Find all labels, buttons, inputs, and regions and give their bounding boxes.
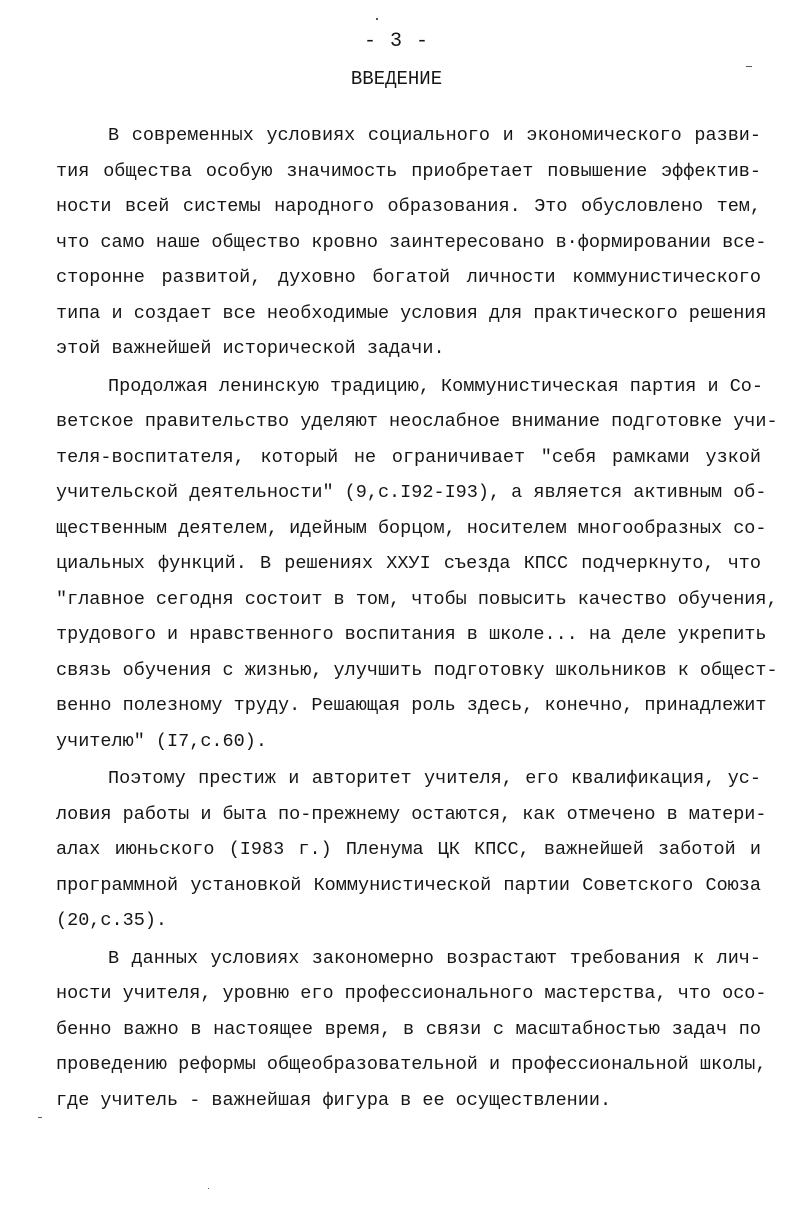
text-line: проведению реформы общеобразовательной и профессиональной школы,: [56, 1054, 767, 1075]
text-line: типа и создает все необходимые условия для практического решения: [56, 302, 767, 324]
text-line: бенно важно в настоящее время, в связи с масштабностью задач по: [56, 1018, 761, 1040]
paragraph-2: [56, 369, 778, 760]
scan-speck: [376, 18, 378, 20]
body-text: [56, 118, 778, 1118]
text-line: циальных функций. В решениях XXУI съезда КПСС подчеркнуто, что: [56, 553, 761, 574]
text-line: трудового и нравственного воспитания в школе... на деле укрепить: [56, 624, 767, 645]
text-line: ловия работы и быта по-прежнему остаются, как отмечено в матери-: [56, 803, 767, 825]
page-number: - 3 -: [363, 30, 429, 53]
scan-speck: [208, 1188, 209, 1189]
text-line: щественным деятелем, идейным борцом, носителем многообразных со-: [56, 517, 767, 539]
text-line: В современных условиях социального и экономического разви-: [108, 125, 761, 146]
text-line: программной установкой Коммунистической партии Советского Союза: [56, 874, 761, 896]
text-line: связь обучения с жизнью, улучшить подготовку школьников к общест-: [56, 659, 778, 681]
text-line: ветское правительство уделяют неослабное внимание подготовке учи-: [56, 411, 778, 432]
scan-speck: [746, 66, 752, 67]
text-line: что само наше общество кровно заинтересовано в·формировании все-: [56, 231, 767, 253]
text-line: сторонне развитой, духовно богатой личности коммунистического: [56, 267, 761, 288]
text-line: алах июньского (I983 г.) Пленума ЦК КПСС, важнейшей заботой и: [56, 839, 761, 860]
text-line: этой важнейшей исторической задачи.: [56, 338, 445, 359]
text-line: учителю" (I7,с.60).: [56, 730, 267, 752]
text-line: Поэтому престиж и авторитет учителя, его квалификация, ус-: [108, 768, 761, 789]
text-line: теля-воспитателя, который не ограничивает "себя рамками узкой: [56, 446, 761, 468]
paragraph-1: [56, 118, 767, 367]
text-line: В данных условиях закономерно возрастают требования к лич-: [108, 947, 761, 969]
scan-speck: [38, 1117, 42, 1118]
text-line: ности учителя, уровню его профессионального мастерства, что осо-: [56, 983, 767, 1004]
paragraph-3: [56, 761, 767, 939]
text-line: "главное сегодня состоит в том, чтобы повысить качество обучения,: [56, 588, 778, 610]
paragraph-4: [56, 941, 767, 1119]
text-line: где учитель - важнейшая фигура в ее осуществлении.: [56, 1089, 612, 1111]
text-line: ности всей системы народного образования. Это обусловлено тем,: [56, 196, 761, 217]
text-line: тия общества особую значимость приобретает повышение эффектив-: [56, 160, 761, 182]
text-line: учительской деятельности" (9,с.I92-I93), а является активным об-: [56, 482, 767, 503]
page-title: ВВЕДЕНИЕ: [350, 68, 443, 90]
text-line: Продолжая ленинскую традицию, Коммунистическая партия и Со-: [108, 375, 764, 397]
text-line: (20,с.35).: [56, 910, 168, 931]
text-line: венно полезному труду. Решающая роль здесь, конечно, принадлежит: [56, 695, 767, 716]
